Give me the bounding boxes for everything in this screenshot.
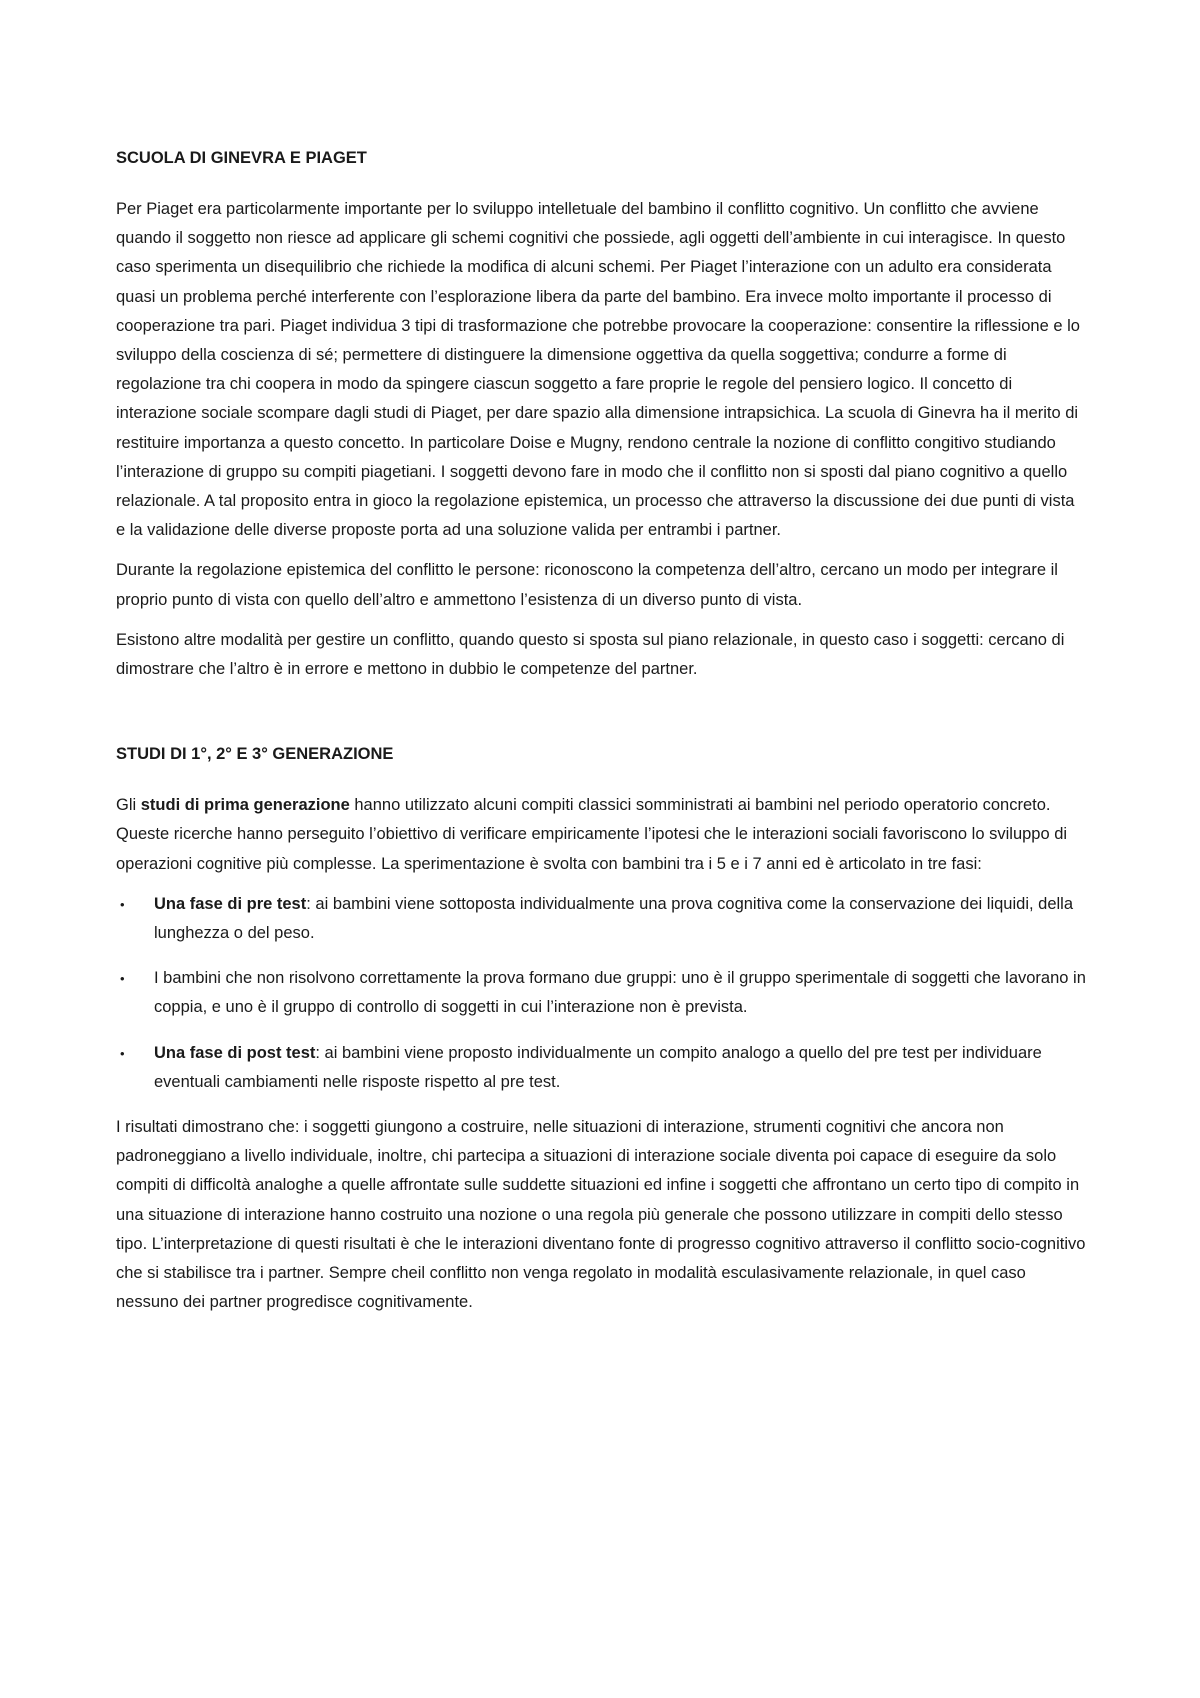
- intro-rest-text: hanno utilizzato alcuni compiti classici somministrati ai bambini nel periodo operatorio concreto. Queste ricerche hanno perseguito l’obiettivo di verificare empiricamente l’ipotesi che le interazioni sociali favoriscono lo sviluppo di operazioni cognitive più complesse. La sperimentazione è svolta con bambini tra i 5 e i 7 anni ed è articolato in tre fasi:: [116, 796, 1068, 873]
- bullet-icon: •: [120, 971, 125, 987]
- section-title-generation-studies: STUDI DI 1°, 2° E 3° GENERAZIONE: [116, 745, 394, 764]
- list-item-text: I bambini che non risolvono correttamente la prova formano due gruppi: uno è il gruppo sperimentale di soggetti che lavorano in coppia, e uno è il gruppo di controllo di soggetti in cui l’interazione non è prevista.: [154, 969, 1086, 1017]
- list-item-bold: Una fase di post test: [154, 1043, 316, 1062]
- intro-lead-text: Gli: [116, 796, 141, 815]
- section-title-geneva-piaget: SCUOLA DI GINEVRA E PIAGET: [116, 149, 367, 167]
- paragraph-results: I risultati dimostrano che: i soggetti giungono a costruire, nelle situazioni di interazione, strumenti cognitivi che ancora non padroneggiano a livello individuale, inoltre, chi partecipa a situazioni di interazione sociale diventa poi capace di eseguire da solo compiti di difficoltà analoghe a quelle affrontate sulle suddette situazioni ed infine i soggetti che affrontano un certo tipo di compito in una situazione di interazione hanno costruito una nozione o una regola più generale che possono utilizzare in compiti dello stesso tipo. L’interpretazione di questi risultati è che le interazioni diventano fonte di progresso cognitivo attraverso il conflitto socio-cognitivo che si stabilisce tra i partner. Sempre cheil conflitto non venga regolato in modalità esculasivamente relazionale, in quel caso nessuno dei partner progredisce cognitivamente.: [116, 1118, 1086, 1312]
- bullet-icon: •: [120, 896, 125, 912]
- list-item: [116, 1039, 1086, 1097]
- bullet-icon: •: [120, 1045, 125, 1061]
- paragraph-relational-conflict: Esistono altre modalità per gestire un conflitto, quando questo si sposta sul piano relazionale, in questo caso i soggetti: cercano di dimostrare che l’altro è in errore e mettono in dubbio le competenze del partner.: [116, 630, 1065, 679]
- list-item: [116, 890, 1086, 948]
- list-item-text: : ai bambini viene proposto individualmente un compito analogo a quello del pre test per individuare eventuali cambiamenti nelle risposte rispetto al pre test.: [154, 1043, 1042, 1091]
- paragraph-piaget-conflict: Per Piaget era particolarmente importante per lo sviluppo intelletuale del bambino il conflitto cognitivo. Un conflitto che avviene quando il soggetto non riesce ad applicare gli schemi cognitivi che possiede, agli oggetti dell’ambiente in cui interagisce. In questo caso sperimenta un disequilibrio che richiede la modifica di alcuni schemi. Per Piaget l’interazione con un adulto era considerata quasi un problema perché interferente con l’esplorazione libera da parte del bambino. Era invece molto importante il processo di cooperazione tra pari. Piaget individua 3 tipi di trasformazione che potrebbe provocare la cooperazione: consentire la riflessione e lo sviluppo della coscienza di sé; permettere di distinguere la dimensione oggettiva da quella soggettiva; condurre a forme di regolazione tra chi coopera in modo da spingere ciascun soggetto a fare proprie le regole del pensiero logico. Il concetto di interazione sociale scompare dagli studi di Piaget, per dare spazio alla dimensione intrapsichica. La scuola di Ginevra ha il merito di restituire importanza a questo concetto. In particolare Doise e Mugny, rendono centrale la nozione di conflitto congitivo studiando l’interazione di gruppo su compiti piagetiani. I soggetti devono fare in modo che il conflitto non si sposti dal piano cognitivo a quello relazionale. A tal proposito entra in gioco la regolazione epistemica, un processo che attraverso la discussione dei due punti di vista e la validazione delle diverse proposte porta ad una soluzione valida per entrambi i partner.: [116, 200, 1080, 540]
- list-item-bold: Una fase di pre test: [154, 894, 307, 913]
- paragraph-epistemic-regulation: Durante la regolazione epistemica del conflitto le persone: riconoscono la competenza dell’altro, cercano un modo per integrare il proprio punto di vista con quello dell’altro e ammettono l’esistenza di un diverso punto di vista.: [116, 561, 1058, 609]
- intro-bold-text: studi di prima generazione: [140, 796, 350, 815]
- paragraph-first-generation-intro: [116, 791, 1086, 879]
- list-item-text: : ai bambini viene sottoposta individualmente una prova cognitiva come la conservazione dei liquidi, della lunghezza o del peso.: [154, 894, 1074, 943]
- phases-list: [116, 890, 1086, 1097]
- list-item: [116, 964, 1086, 1022]
